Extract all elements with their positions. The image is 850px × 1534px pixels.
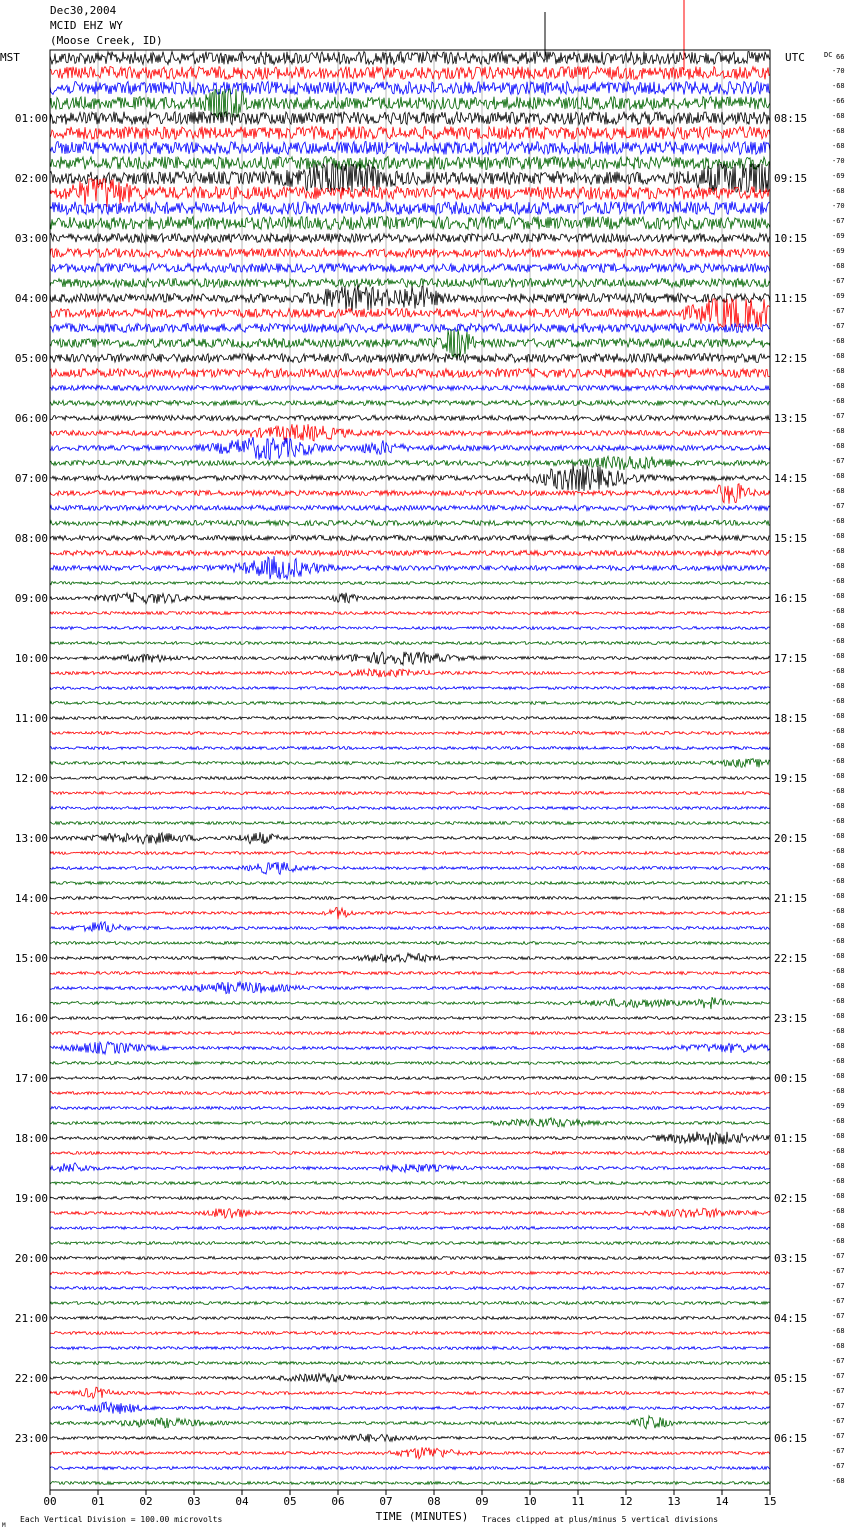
dc-offset-value: -68 (832, 142, 845, 150)
trace-line (50, 1227, 770, 1230)
trace-line (50, 1416, 770, 1429)
dc-offset-value: -67 (832, 322, 845, 330)
dc-offset-value: -68 (832, 1042, 845, 1050)
trace-line (50, 1132, 770, 1145)
x-tick-label: 13 (667, 1495, 681, 1508)
trace-line (50, 112, 770, 125)
trace-line (50, 1077, 770, 1080)
x-tick-label: 00 (43, 1495, 57, 1508)
dc-offset-value: -67 (832, 1267, 845, 1275)
trace-line (50, 1032, 770, 1035)
trace-line (50, 1402, 770, 1414)
dc-offset-value: -67 (832, 1387, 845, 1395)
dc-offset-value: -67 (832, 1417, 845, 1425)
dc-offset-value: -68 (832, 517, 845, 525)
trace-line (50, 972, 770, 975)
mst-hour-label: 12:00 (14, 772, 48, 785)
dc-offset-value: -68 (832, 262, 845, 270)
dc-offset-value: -68 (832, 1342, 845, 1350)
mst-hour-label: 21:00 (14, 1312, 48, 1325)
scale-note: Each Vertical Division = 100.00 microvolts (20, 1515, 223, 1524)
dc-offset-value: -68 (832, 592, 845, 600)
trace-line (50, 1182, 770, 1185)
x-tick-label: 08 (427, 1495, 441, 1508)
dc-offset-value: -68 (832, 907, 845, 915)
trace-line (50, 505, 770, 510)
dc-label: DC (824, 51, 833, 59)
trace-line (50, 759, 770, 768)
mst-hour-label: 20:00 (14, 1252, 48, 1265)
trace-line (50, 284, 770, 312)
dc-offset-value: -67 (832, 1432, 845, 1440)
trace-line (50, 1482, 770, 1485)
mst-hour-label: 08:00 (14, 532, 48, 545)
trace-line (50, 832, 770, 844)
dc-offset-value: -68 (832, 487, 845, 495)
trace-line (50, 997, 770, 1009)
utc-axis-label: UTC (785, 51, 805, 64)
dc-offset-value: -68 (832, 787, 845, 795)
trace-line (50, 354, 770, 363)
utc-hour-label: 08:15 (774, 112, 808, 125)
trace-line (50, 217, 770, 230)
dc-offset-value: -69 (832, 172, 845, 180)
trace-line (50, 1118, 770, 1127)
trace-line (50, 669, 770, 677)
utc-hour-label: 06:15 (774, 1432, 808, 1445)
trace-line (50, 687, 770, 690)
trace-line (50, 556, 770, 579)
trace-line (50, 369, 770, 378)
trace-line (50, 1042, 770, 1054)
trace-line (50, 299, 770, 327)
mst-hour-label: 03:00 (14, 232, 48, 245)
mst-hour-label: 11:00 (14, 712, 48, 725)
utc-hour-label: 10:15 (774, 232, 808, 245)
trace-line (50, 1163, 770, 1173)
mst-hour-label: 07:00 (14, 472, 48, 485)
trace-line (50, 1017, 770, 1020)
dc-offset-value: -68 (832, 1147, 845, 1155)
dc-offset-value: -68 (832, 772, 845, 780)
trace-line (50, 612, 770, 615)
trace-line (50, 1467, 770, 1470)
utc-hour-label: 18:15 (774, 712, 808, 725)
dc-offset-value: -68 (832, 427, 845, 435)
corner-mark: M (2, 1522, 6, 1529)
mst-hour-label: 23:00 (14, 1432, 48, 1445)
dc-offset-value: -67 (832, 1462, 845, 1470)
utc-hour-label: 05:15 (774, 1372, 808, 1385)
dc-offset-value: -69 (832, 292, 845, 300)
dc-offset-value: -68 (832, 637, 845, 645)
x-tick-label: 05 (283, 1495, 297, 1508)
x-tick-label: 07 (379, 1495, 393, 1508)
mst-hour-label: 18:00 (14, 1132, 48, 1145)
trace-line (50, 550, 770, 555)
mst-hour-label: 04:00 (14, 292, 48, 305)
clip-note: Traces clipped at plus/minus 5 vertical divisions (482, 1515, 719, 1524)
trace-line (50, 1387, 770, 1398)
x-tick-label: 04 (235, 1495, 249, 1508)
trace-line (50, 1362, 770, 1365)
utc-hour-label: 14:15 (774, 472, 808, 485)
trace-line (50, 1197, 770, 1200)
trace-line (50, 1242, 770, 1245)
dc-offset-value: -68 (832, 1027, 845, 1035)
dc-offset-value: -68 (832, 1162, 845, 1170)
dc-offset-value: -67 (832, 1297, 845, 1305)
dc-offset-value: -68 (832, 937, 845, 945)
trace-line (50, 982, 770, 994)
header-location: (Moose Creek, ID) (50, 34, 163, 47)
trace-line (50, 1434, 770, 1442)
dc-offset-value: -68 (832, 367, 845, 375)
dc-offset-value: -67 (832, 1357, 845, 1365)
dc-offset-value: -68 (832, 1477, 845, 1485)
trace-line (50, 324, 770, 333)
trace-line (50, 202, 770, 215)
x-tick-label: 02 (139, 1495, 153, 1508)
trace-line (50, 249, 770, 258)
mst-hour-label: 01:00 (14, 112, 48, 125)
dc-offset-value: -68 (832, 877, 845, 885)
trace-line (50, 953, 770, 963)
dc-offset-value: -68 (832, 127, 845, 135)
dc-offset-value: -68 (832, 862, 845, 870)
trace-line (50, 1332, 770, 1335)
dc-offset-value: -68 (832, 622, 845, 630)
mst-hour-label: 09:00 (14, 592, 48, 605)
dc-offset-value: -67 (832, 1402, 845, 1410)
dc-offset-value: -67 (832, 1282, 845, 1290)
dc-offset-value: -68 (832, 727, 845, 735)
dc-offset-value: -68 (832, 1132, 845, 1140)
trace-line (50, 1302, 770, 1305)
mst-hour-label: 17:00 (14, 1072, 48, 1085)
trace-line (50, 234, 770, 243)
trace-line (50, 702, 770, 705)
dc-offset-value: -68 (832, 922, 845, 930)
dc-offset-value: -68 (832, 1072, 845, 1080)
trace-line (50, 747, 770, 750)
trace-line (50, 52, 770, 65)
trace-line (50, 520, 770, 525)
x-tick-label: 01 (91, 1495, 105, 1508)
dc-offset-value: -68 (832, 1087, 845, 1095)
dc-offset-value: -68 (832, 607, 845, 615)
utc-hour-label: 23:15 (774, 1012, 808, 1025)
dc-offset-value: -68 (832, 1012, 845, 1020)
utc-hour-label: 02:15 (774, 1192, 808, 1205)
utc-hour-label: 12:15 (774, 352, 808, 365)
utc-hour-label: 01:15 (774, 1132, 808, 1145)
dc-offset-value: -68 (832, 1192, 845, 1200)
trace-line (50, 400, 770, 405)
trace-line (50, 67, 770, 80)
dc-offset-value: -67 (832, 277, 845, 285)
x-tick-label: 12 (619, 1495, 633, 1508)
dc-offset-value: -67 (832, 412, 845, 420)
dc-first-value: 66 (836, 53, 845, 61)
trace-line (50, 1374, 770, 1383)
trace-line (50, 593, 770, 604)
trace-line (50, 456, 770, 470)
dc-offset-value: -68 (832, 997, 845, 1005)
trace-line (50, 1257, 770, 1260)
utc-hour-label: 03:15 (774, 1252, 808, 1265)
dc-offset-value: -68 (832, 382, 845, 390)
dc-offset-value: -68 (832, 1237, 845, 1245)
x-tick-label: 14 (715, 1495, 729, 1508)
utc-hour-label: 21:15 (774, 892, 808, 905)
dc-offset-value: -68 (832, 832, 845, 840)
trace-line (50, 807, 770, 810)
dc-offset-value: -67 (832, 307, 845, 315)
dc-offset-value: -68 (832, 472, 845, 480)
trace-line (50, 732, 770, 735)
trace-line (50, 908, 770, 920)
trace-line (50, 897, 770, 900)
x-tick-label: 03 (187, 1495, 201, 1508)
trace-line (50, 464, 770, 491)
dc-offset-value: -68 (832, 652, 845, 660)
mst-hour-label: 05:00 (14, 352, 48, 365)
mst-hour-label: 15:00 (14, 952, 48, 965)
dc-offset-value: -68 (832, 1327, 845, 1335)
dc-offset-value: -69 (832, 232, 845, 240)
dc-offset-value: -67 (832, 1372, 845, 1380)
dc-offset-value: -68 (832, 817, 845, 825)
header-station: MCID EHZ WY (50, 19, 123, 32)
trace-line (50, 424, 770, 441)
trace-line (50, 385, 770, 390)
trace-line (50, 1062, 770, 1065)
utc-hour-label: 22:15 (774, 952, 808, 965)
dc-offset-value: -67 (832, 1312, 845, 1320)
utc-hour-label: 19:15 (774, 772, 808, 785)
trace-line (50, 1317, 770, 1320)
dc-offset-value: -68 (832, 82, 845, 90)
dc-offset-value: -70 (832, 202, 845, 210)
dc-offset-value: -68 (832, 562, 845, 570)
utc-hour-label: 20:15 (774, 832, 808, 845)
dc-offset-value: -69 (832, 247, 845, 255)
mst-hour-label: 22:00 (14, 1372, 48, 1385)
trace-line (50, 777, 770, 780)
mst-hour-label: 02:00 (14, 172, 48, 185)
trace-line (50, 642, 770, 645)
trace-line (50, 822, 770, 825)
trace-line (50, 82, 770, 95)
mst-hour-label: 10:00 (14, 652, 48, 665)
trace-line (50, 627, 770, 630)
mst-hour-label: 13:00 (14, 832, 48, 845)
trace-line (50, 437, 770, 460)
dc-offset-value: -68 (832, 742, 845, 750)
dc-offset-value: -68 (832, 442, 845, 450)
trace-line (50, 1092, 770, 1095)
trace-line (50, 1272, 770, 1275)
trace-line (50, 535, 770, 540)
dc-offset-value: -68 (832, 1207, 845, 1215)
utc-hour-label: 13:15 (774, 412, 808, 425)
mst-hour-label: 14:00 (14, 892, 48, 905)
trace-line (50, 142, 770, 155)
trace-line (50, 279, 770, 288)
mst-axis-label: MST (0, 51, 20, 64)
dc-offset-value: -68 (832, 802, 845, 810)
dc-offset-value: -68 (832, 952, 845, 960)
dc-offset-value: -68 (832, 982, 845, 990)
x-tick-label: 10 (523, 1495, 537, 1508)
utc-hour-label: 09:15 (774, 172, 808, 185)
trace-line (50, 852, 770, 855)
trace-line (50, 157, 770, 170)
trace-line (50, 652, 770, 665)
trace-line (50, 1287, 770, 1290)
dc-offset-value: -67 (832, 457, 845, 465)
dc-offset-value: -68 (832, 892, 845, 900)
dc-offset-value: -70 (832, 67, 845, 75)
trace-line (50, 582, 770, 585)
dc-offset-value: -68 (832, 397, 845, 405)
trace-line (50, 264, 770, 273)
trace-line (50, 1447, 770, 1458)
trace-line (50, 484, 770, 504)
dc-offset-value: -68 (832, 352, 845, 360)
trace-line (50, 415, 770, 420)
dc-offset-value: -68 (832, 1117, 845, 1125)
trace-line (50, 1208, 770, 1218)
header-date: Dec30,2004 (50, 4, 117, 17)
trace-line (50, 1347, 770, 1350)
dc-offset-value: -68 (832, 967, 845, 975)
utc-hour-label: 00:15 (774, 1072, 808, 1085)
dc-offset-value: -68 (832, 697, 845, 705)
trace-line (50, 862, 770, 874)
trace-line (50, 922, 770, 932)
dc-offset-value: -67 (832, 502, 845, 510)
dc-offset-value: -68 (832, 667, 845, 675)
dc-offset-value: -68 (832, 757, 845, 765)
utc-hour-label: 17:15 (774, 652, 808, 665)
trace-line (50, 882, 770, 885)
dc-offset-value: -68 (832, 682, 845, 690)
dc-offset-value: -68 (832, 577, 845, 585)
dc-offset-value: -68 (832, 547, 845, 555)
dc-offset-value: -68 (832, 532, 845, 540)
x-tick-label: 11 (571, 1495, 585, 1508)
trace-line (50, 329, 770, 357)
dc-offset-value: -67 (832, 1252, 845, 1260)
dc-offset-value: -68 (832, 1057, 845, 1065)
utc-hour-label: 04:15 (774, 1312, 808, 1325)
dc-offset-value: -68 (832, 712, 845, 720)
dc-offset-value: -69 (832, 1102, 845, 1110)
x-axis-label: TIME (MINUTES) (375, 1510, 469, 1523)
trace-line (50, 792, 770, 795)
mst-hour-label: 06:00 (14, 412, 48, 425)
utc-hour-label: 16:15 (774, 592, 808, 605)
dc-offset-value: -68 (832, 1177, 845, 1185)
trace-line (50, 942, 770, 945)
dc-offset-value: -68 (832, 1222, 845, 1230)
dc-offset-value: -68 (832, 187, 845, 195)
x-tick-label: 06 (331, 1495, 345, 1508)
utc-hour-label: 15:15 (774, 532, 808, 545)
trace-line (50, 127, 770, 140)
utc-hour-label: 11:15 (774, 292, 808, 305)
mst-hour-label: 19:00 (14, 1192, 48, 1205)
trace-line (50, 1107, 770, 1110)
x-tick-label: 09 (475, 1495, 489, 1508)
x-tick-label: 15 (763, 1495, 777, 1508)
dc-offset-value: -68 (832, 847, 845, 855)
dc-offset-value: -67 (832, 217, 845, 225)
dc-offset-value: -67 (832, 1447, 845, 1455)
dc-offset-value: -70 (832, 157, 845, 165)
trace-line (50, 1152, 770, 1155)
dc-offset-value: -68 (832, 112, 845, 120)
mst-hour-label: 16:00 (14, 1012, 48, 1025)
trace-line (50, 717, 770, 720)
dc-offset-value: -66 (832, 97, 845, 105)
dc-offset-value: -68 (832, 337, 845, 345)
